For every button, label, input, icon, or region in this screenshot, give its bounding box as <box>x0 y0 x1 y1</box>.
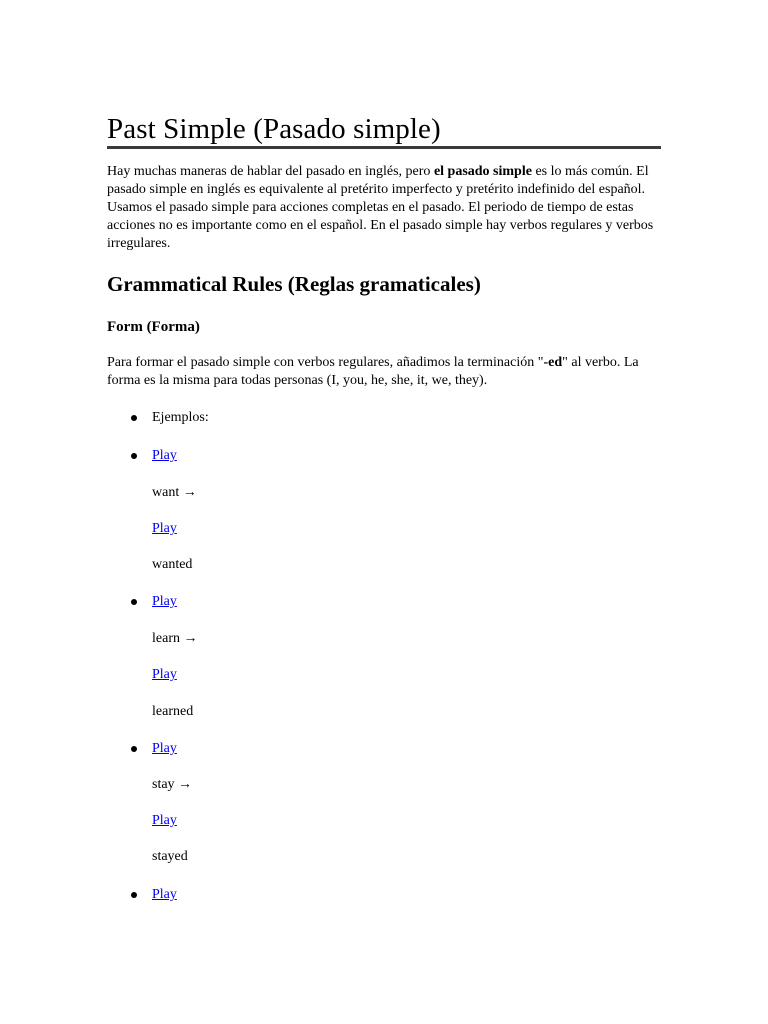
bullet-icon <box>131 746 137 752</box>
intro-text-before: Hay muchas maneras de hablar del pasado en inglés, pero <box>107 164 434 179</box>
play-link[interactable]: Play <box>152 887 177 902</box>
play-link[interactable]: Play <box>152 667 177 682</box>
play-link[interactable]: Play <box>152 741 177 756</box>
play-link[interactable]: Play <box>152 448 177 463</box>
intro-paragraph <box>107 163 663 253</box>
form-text-bold: -ed <box>543 355 563 370</box>
bullet-icon <box>131 892 137 898</box>
intro-text-after: es lo más común. El pasado simple en inglés es equivalente al pretérito imperfecto y pretérito indefinido del español. Usamos el pasado simple para acciones completas en el pasado. El periodo de tiempo de estas acciones no es importante como en el español. En el pasado simple hay verbos regulares y verbos irregulares. <box>107 164 654 251</box>
page-title: Past Simple (Pasado simple) <box>107 112 661 149</box>
example-past-verb: stayed <box>152 849 188 864</box>
example-base-verb: stay → <box>152 777 193 792</box>
form-paragraph <box>107 354 663 390</box>
bullet-icon <box>131 599 137 605</box>
section-heading: Grammatical Rules (Reglas gramaticales) <box>107 272 481 296</box>
play-link[interactable]: Play <box>152 594 177 609</box>
bullet-icon <box>131 415 137 421</box>
example-base-verb: want → <box>152 485 197 500</box>
play-link[interactable]: Play <box>152 521 177 536</box>
form-text-after: " al verbo. La forma es la misma para todas personas (I, you, he, she, it, we, they). <box>107 355 639 388</box>
subsection-heading: Form (Forma) <box>107 319 200 335</box>
example-past-verb: learned <box>152 704 194 719</box>
bullet-icon <box>131 453 137 459</box>
form-text-before: Para formar el pasado simple con verbos regulares, añadimos la terminación " <box>107 355 544 370</box>
play-link[interactable]: Play <box>152 813 177 828</box>
examples-label: Ejemplos: <box>152 410 209 425</box>
intro-text-bold: el pasado simple <box>433 164 532 179</box>
example-past-verb: wanted <box>152 557 193 572</box>
example-base-verb: learn → <box>152 631 198 646</box>
